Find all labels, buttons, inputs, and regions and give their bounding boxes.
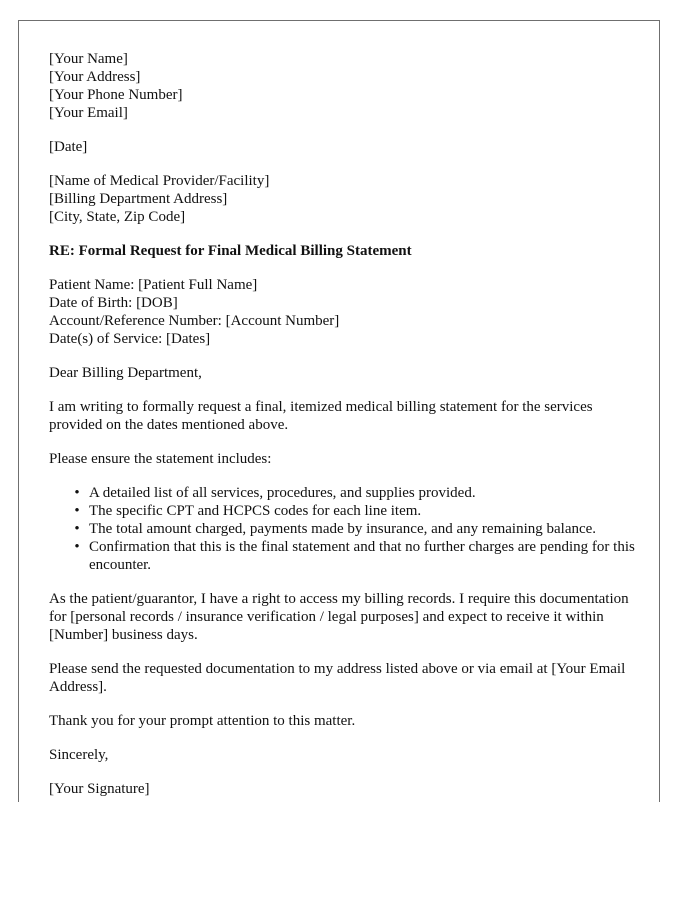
patient-info-block xyxy=(49,276,649,348)
signature-block xyxy=(49,780,649,798)
list-item-text: A detailed list of all services, procedures, and supplies provided. xyxy=(89,485,476,501)
bullet-icon: • xyxy=(74,521,80,537)
signature: [Your Signature] xyxy=(49,781,150,797)
list-item-text: Confirmation that this is the final statement and that no further charges are pending for this encounter. xyxy=(89,539,635,573)
salutation: Dear Billing Department, xyxy=(49,365,202,381)
sender-email: [Your Email] xyxy=(49,105,128,121)
list-item xyxy=(74,538,649,574)
subject-line: RE: Formal Request for Final Medical Billing Statement xyxy=(49,243,412,259)
recipient-billing-address: [Billing Department Address] xyxy=(49,191,228,207)
list-intro-block xyxy=(49,450,649,468)
recipient-block xyxy=(49,172,649,226)
list-item-text: The specific CPT and HCPCS codes for each line item. xyxy=(89,503,422,519)
list-item xyxy=(74,502,649,520)
recipient-city-state-zip: [City, State, Zip Code] xyxy=(49,209,186,225)
patient-dob: Date of Birth: [DOB] xyxy=(49,295,178,311)
patient-account: Account/Reference Number: [Account Number] xyxy=(49,313,340,329)
bullet-icon: • xyxy=(74,485,80,501)
subject-block xyxy=(49,242,649,260)
bullet-icon: • xyxy=(74,503,80,519)
closing-block xyxy=(49,746,649,764)
thanks-paragraph: Thank you for your prompt attention to this matter. xyxy=(49,713,356,729)
sender-address: [Your Address] xyxy=(49,69,141,85)
list-item xyxy=(74,520,649,538)
list-intro: Please ensure the statement includes: xyxy=(49,451,272,467)
sender-name: [Your Name] xyxy=(49,51,128,67)
letter-content xyxy=(49,50,649,814)
bullet-icon: • xyxy=(74,539,80,555)
sender-block xyxy=(49,50,649,122)
list-item xyxy=(74,484,649,502)
delivery-paragraph-block xyxy=(49,660,649,696)
intro-paragraph: I am writing to formally request a final, itemized medical billing statement for the services provided on the dates mentioned above. xyxy=(49,399,593,433)
patient-name: Patient Name: [Patient Full Name] xyxy=(49,277,258,293)
closing: Sincerely, xyxy=(49,747,109,763)
recipient-provider: [Name of Medical Provider/Facility] xyxy=(49,173,270,189)
thanks-paragraph-block xyxy=(49,712,649,730)
sender-phone: [Your Phone Number] xyxy=(49,87,183,103)
rights-paragraph-block xyxy=(49,590,649,644)
letter-page xyxy=(18,20,660,802)
intro-paragraph-block xyxy=(49,398,649,434)
date-block xyxy=(49,138,649,156)
salutation-block xyxy=(49,364,649,382)
list-item-text: The total amount charged, payments made by insurance, and any remaining balance. xyxy=(89,521,597,537)
patient-service-dates: Date(s) of Service: [Dates] xyxy=(49,331,211,347)
requirements-list xyxy=(49,484,649,574)
rights-paragraph: As the patient/guarantor, I have a right to access my billing records. I require this documentation for [personal records / insurance verification / legal purposes] and expect to receive it within [Number] business days. xyxy=(49,591,629,643)
delivery-paragraph: Please send the requested documentation to my address listed above or via email at [Your Email Address]. xyxy=(49,661,626,695)
letter-date: [Date] xyxy=(49,139,88,155)
